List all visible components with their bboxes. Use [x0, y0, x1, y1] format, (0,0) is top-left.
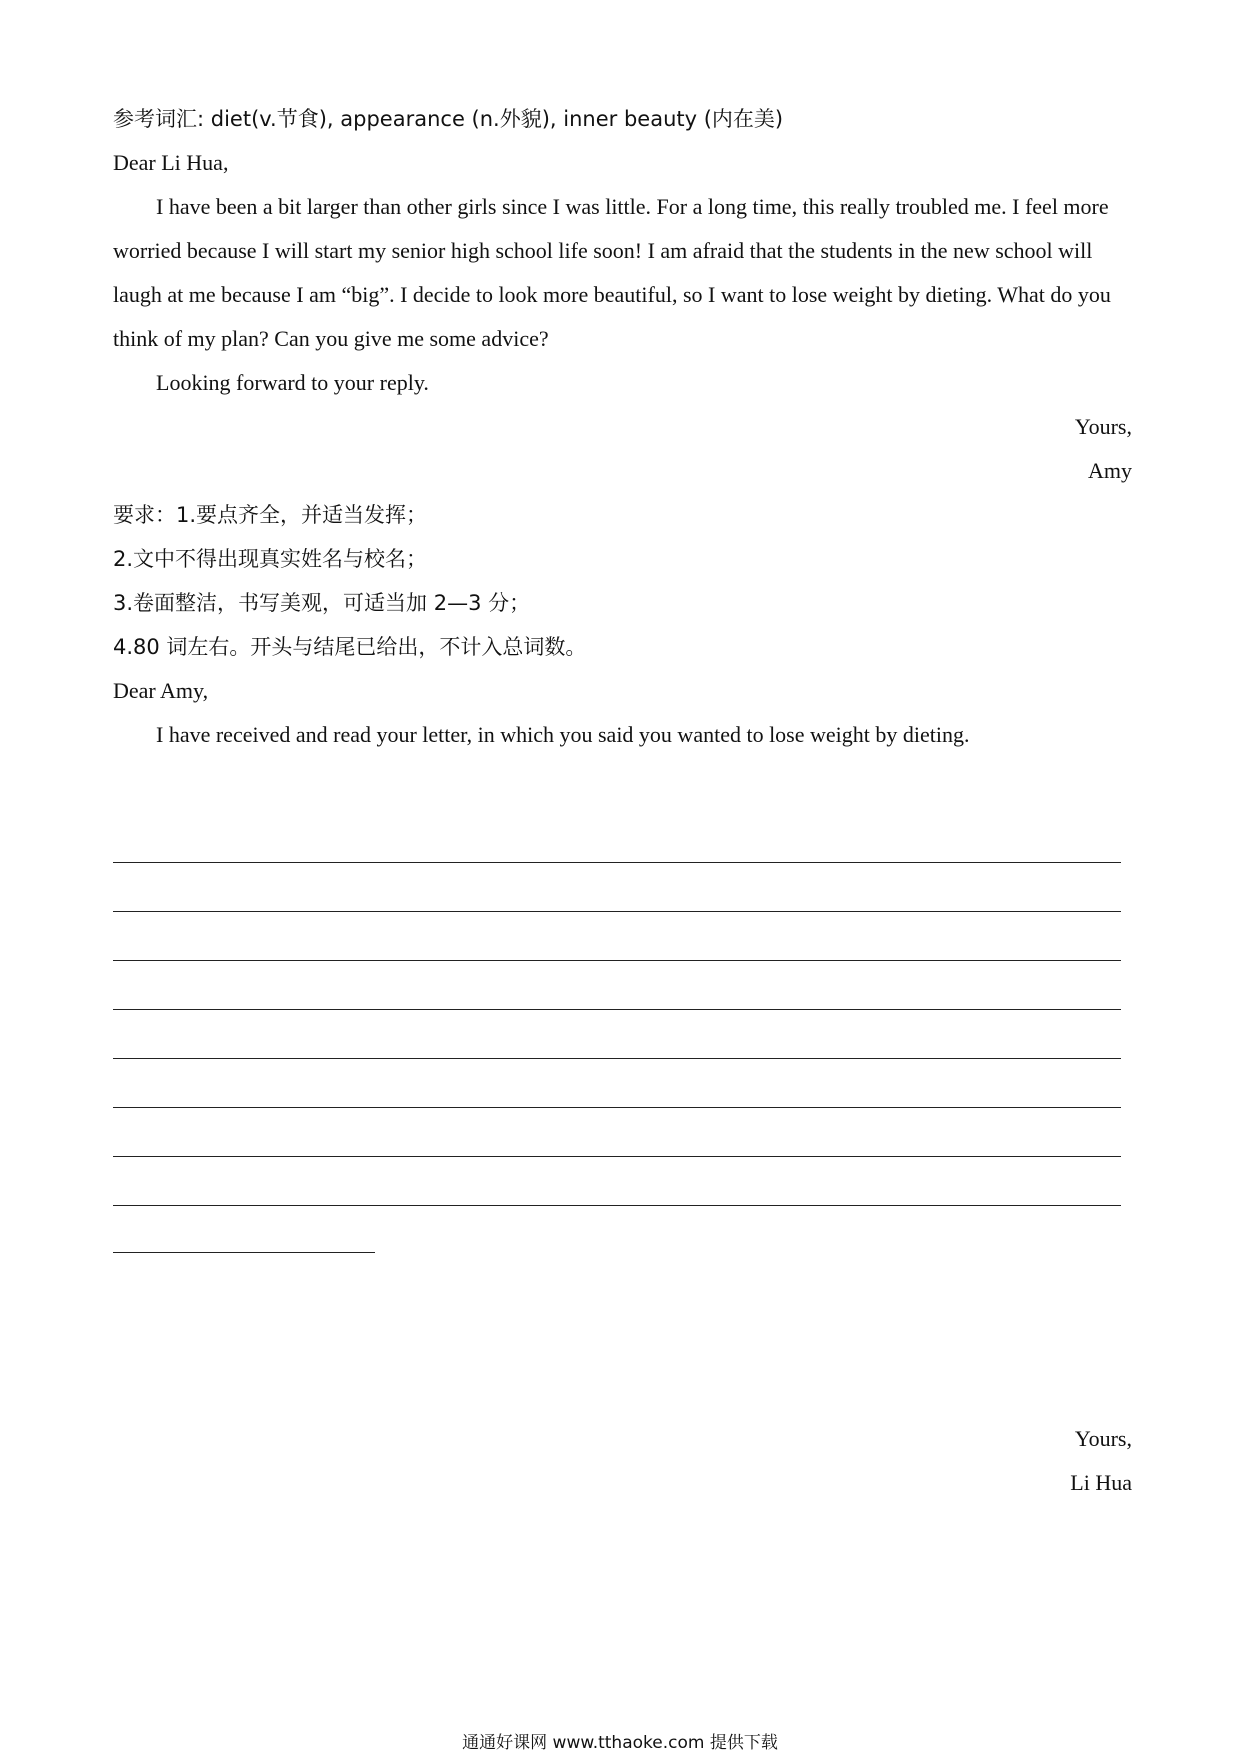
answer-line: [113, 960, 1121, 961]
requirement-item: 3.卷面整洁，书写美观，可适当加 2—3 分；: [113, 591, 531, 615]
letter-body-line: think of my plan? Can you give me some advice?: [113, 326, 549, 351]
requirement-item: 要求：1.要点齐全，并适当发挥；: [113, 503, 428, 527]
answer-line: [113, 1107, 1121, 1108]
answer-line: [113, 1156, 1121, 1157]
requirement-item: 4.80 词左右。开头与结尾已给出，不计入总词数。: [113, 635, 587, 659]
letter-body-line: laugh at me because I am “big”. I decide to look more beautiful, so I want to lose weight by dieting. What do you: [113, 282, 1111, 307]
reply-sign-off: Yours,: [1074, 1426, 1132, 1451]
letter-sign-off: Yours,: [1074, 414, 1132, 439]
answer-line: [113, 1205, 1121, 1206]
answer-line: [113, 1058, 1121, 1059]
answer-line-short: [113, 1252, 375, 1253]
reply-opening: I have received and read your letter, in which you said you wanted to lose weight by dieting.: [156, 722, 970, 747]
answer-line: [113, 911, 1121, 912]
letter-salutation: Dear Li Hua,: [113, 150, 229, 175]
letter-closing-line: Looking forward to your reply.: [156, 370, 429, 395]
letter-signature: Amy: [1088, 458, 1132, 483]
letter-body-line: I have been a bit larger than other girls since I was little. For a long time, this really troubled me. I feel more: [156, 194, 1109, 219]
page-footer: 通通好课网 www.tthaoke.com 提供下载: [462, 1733, 778, 1753]
reply-salutation: Dear Amy,: [113, 678, 209, 703]
answer-line: [113, 862, 1121, 863]
reply-signature: Li Hua: [1070, 1470, 1132, 1495]
vocab-hint: 参考词汇: diet(v.节食), appearance (n.外貌), inner beauty (内在美): [113, 107, 784, 131]
answer-line: [113, 1009, 1121, 1010]
letter-body-line: worried because I will start my senior high school life soon! I am afraid that the students in the new school will: [113, 238, 1093, 263]
requirement-item: 2.文中不得出现真实姓名与校名；: [113, 547, 428, 571]
